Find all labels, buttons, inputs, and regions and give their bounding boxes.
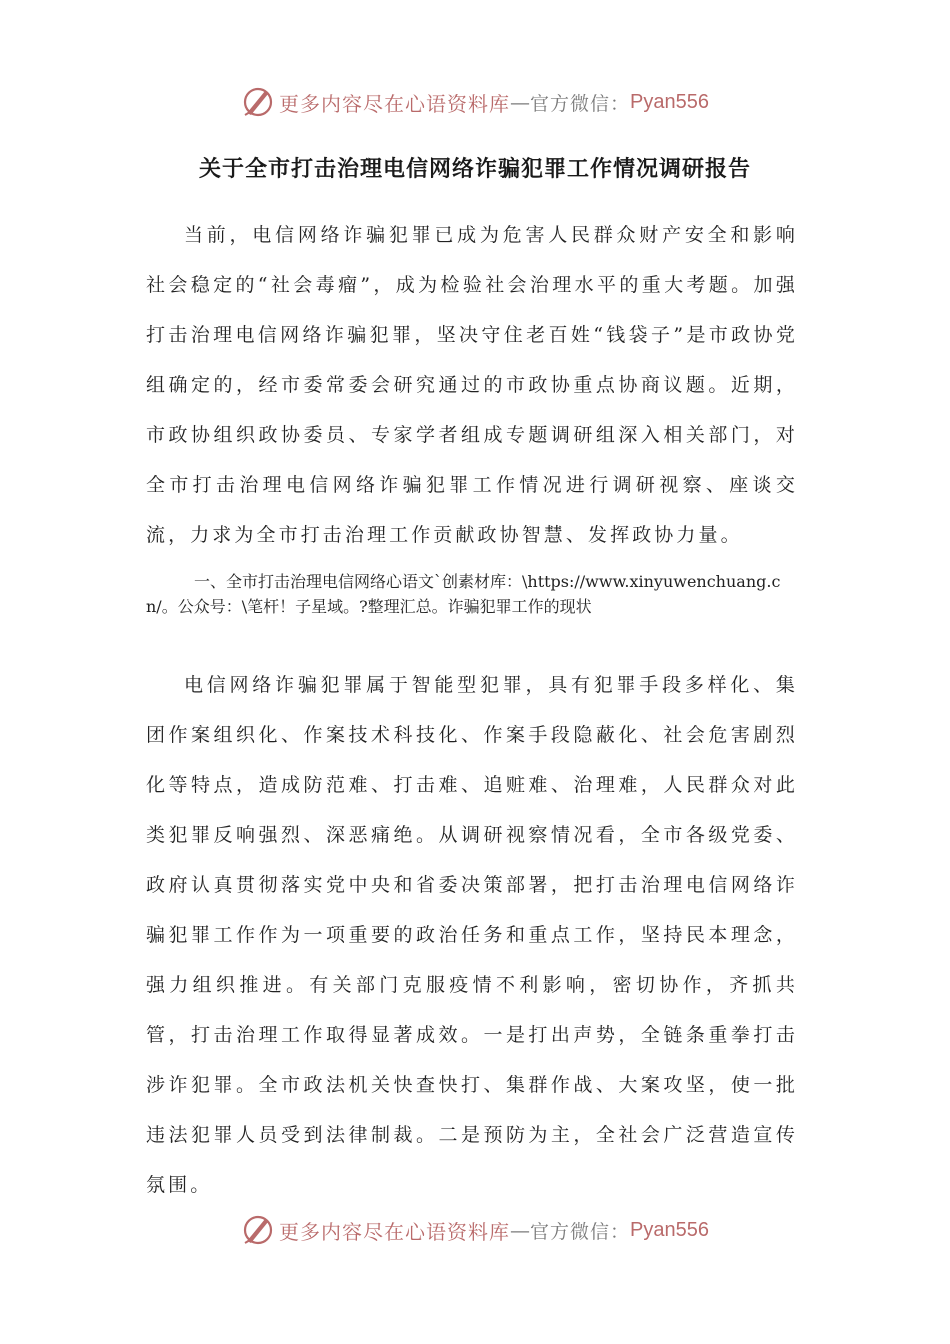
section-heading: 一、全市打击治理电信网络心语文`创素材库：\https://www.xinyuwenchuang.cn/。公众号：\笔杆！子星域。?整理汇总。诈骗犯罪工作的现状 — [146, 572, 781, 616]
paragraph-status: 电信网络诈骗犯罪属于智能型犯罪，具有犯罪手段多样化、集团作案组织化、作案技术科技化、作案手段隐蔽化、社会危害剧烈化等特点，造成防范难、打击难、追赃难、治理难，人民群众对此类犯罪反响强烈、深恶痛绝。从调研视察情况看，全市各级党委、政府认真贯彻落实党中央和省委决策部署，把打击治理电信网络诈骗犯罪工作作为一项重要的政治任务和重点工作，坚持民本理念，强力组织推进。有关部门克服疫情不利影响，密切协作，齐抓共管，打击治理工作取得显著成效。一是打出声势，全链条重拳打击涉诈犯罪。全市政法机关快查快打、集群作战、大案攻坚，使一批违法犯罪人员受到法律制裁。二是预防为主，全社会广泛营造宣传氛围。 — [146, 674, 798, 1196]
banner-text: 更多内容尽在心语资料库 — [279, 91, 510, 116]
quill-pen-icon — [241, 1213, 275, 1247]
footer-banner — [0, 1210, 950, 1250]
banner-wechat-label: 官方微信： — [530, 1220, 631, 1243]
banner-separator: — — [510, 90, 530, 114]
banner-text: 更多内容尽在心语资料库 — [279, 1219, 510, 1244]
quill-pen-icon — [241, 85, 275, 119]
banner-wechat-label: 官方微信： — [530, 92, 631, 115]
banner-wechat-id: Pyan556 — [630, 90, 709, 113]
banner-separator: — — [510, 1218, 530, 1242]
document-title: 关于全市打击治理电信网络诈骗犯罪工作情况调研报告 — [198, 157, 751, 182]
banner-wechat-id: Pyan556 — [630, 1218, 709, 1241]
paragraph-intro: 当前，电信网络诈骗犯罪已成为危害人民群众财产安全和影响社会稳定的“社会毒瘤”，成为检验社会治理水平的重大考题。加强打击治理电信网络诈骗犯罪，坚决守住老百姓“钱袋子”是市政协党组确定的，经市委常委会研究通过的市政协重点协商议题。近期，市政协组织政协委员、专家学者组成专题调研组深入相关部门，对全市打击治理电信网络诈骗犯罪工作情况进行调研视察、座谈交流，力求为全市打击治理工作贡献政协智慧、发挥政协力量。 — [146, 224, 798, 546]
header-banner — [0, 82, 950, 122]
